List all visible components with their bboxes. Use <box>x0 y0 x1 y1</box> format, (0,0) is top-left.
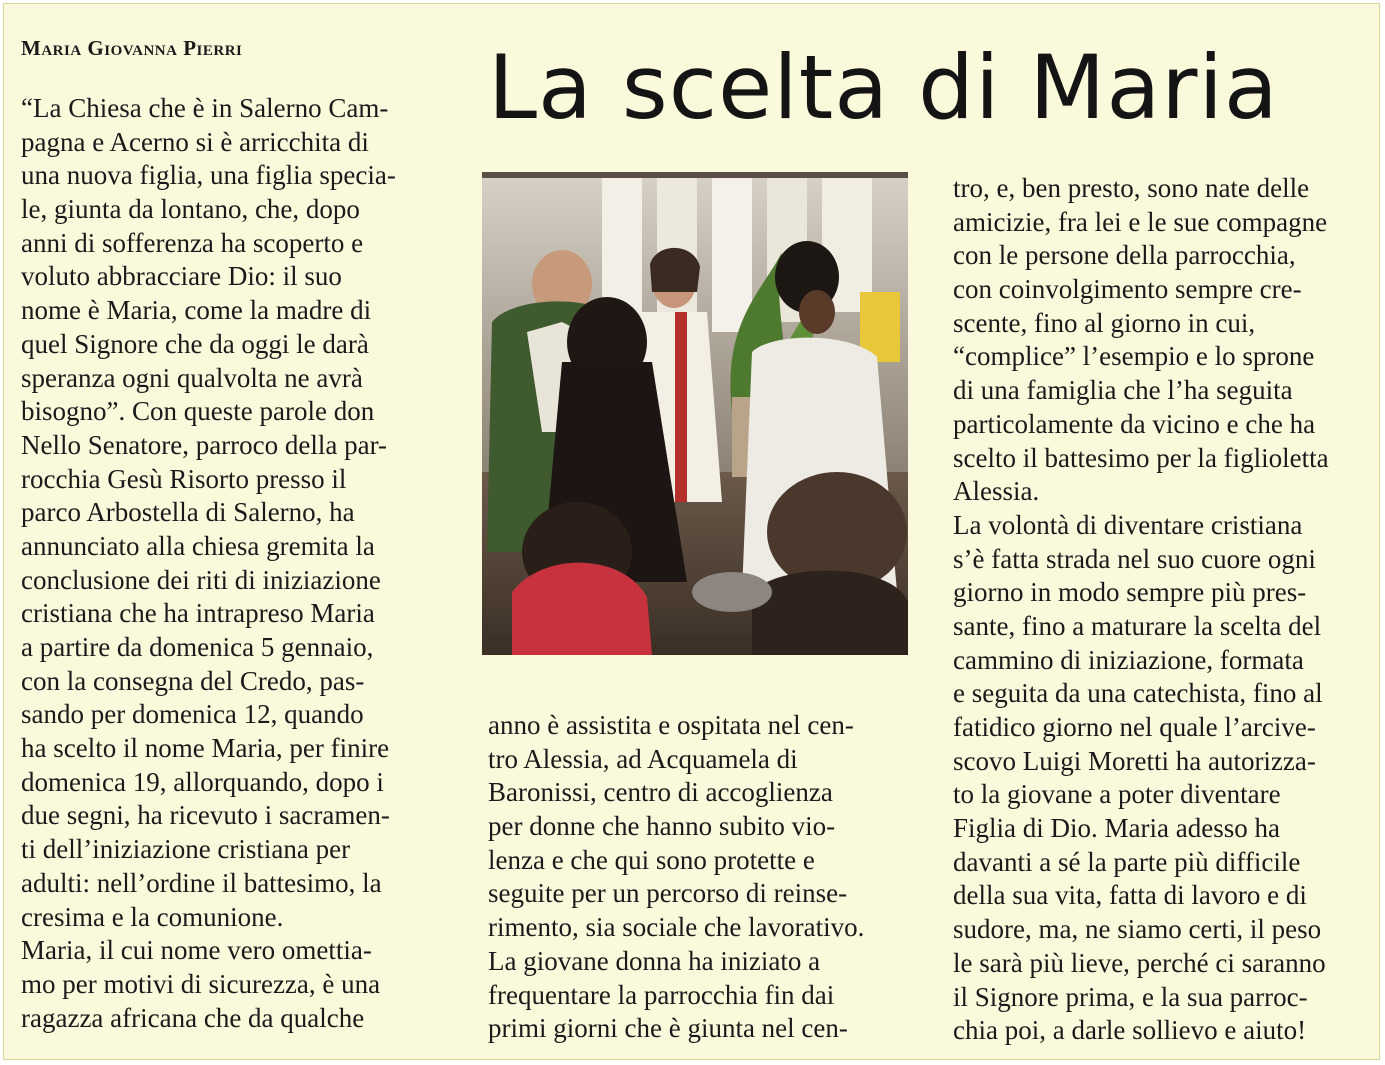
text-line: con coinvolgimento sempre cre- <box>953 274 1302 305</box>
ceremony-photo <box>482 172 908 655</box>
text-line: to la giovane a poter diventare <box>953 779 1281 810</box>
text-line: lenza e che qui sono protette e <box>488 844 815 875</box>
text-line: nome è Maria, come la madre di <box>21 295 372 326</box>
text-line: rimento, sia sociale che lavorativo. <box>488 912 865 943</box>
text-line: cristiana che ha intrapreso Maria <box>21 598 375 629</box>
text-line: fatidico giorno nel quale l’arcive- <box>953 712 1316 742</box>
text-line: anno è assistita e ospitata nel cen- <box>488 710 854 740</box>
text-line: pagna e Acerno si è arricchita di <box>21 126 369 157</box>
article-page <box>3 3 1380 1060</box>
text-line: Baronissi, centro di accoglienza <box>488 777 833 808</box>
text-line: davanti a sé la parte più difficile <box>953 846 1301 877</box>
text-line: tro, e, ben presto, sono nate delle <box>953 173 1310 203</box>
text-line: e seguita da una catechista, fino al <box>953 678 1323 709</box>
text-line: domenica 19, allorquando, dopo i <box>21 766 384 797</box>
headline: La scelta di Maria <box>488 36 1279 139</box>
text-line: Alessia. <box>953 476 1040 507</box>
text-line: amicizie, fra lei e le sue compagne <box>953 206 1328 237</box>
text-line: ragazza africana che da qualche <box>21 1002 365 1033</box>
text-line: s’è fatta strada nel suo cuore ogni <box>953 543 1316 574</box>
text-line: conclusione dei riti di iniziazione <box>21 564 381 595</box>
ceremony-photo-illustration <box>482 172 908 655</box>
text-line: per donne che hanno subito vio- <box>488 811 836 842</box>
text-line: annunciato alla chiesa gremita la <box>21 530 375 561</box>
text-line: a partire da domenica 5 gennaio, <box>21 632 374 662</box>
text-line: particolamente da vicino e che ha <box>953 408 1316 439</box>
text-column-2 <box>488 709 864 1046</box>
text-line: cammino di iniziazione, formata <box>953 644 1304 675</box>
text-line: La giovane donna ha iniziato a <box>488 945 821 976</box>
text-line: rocchia Gesù Risorto presso il <box>21 463 347 494</box>
text-line: chia poi, a darle sollievo e aiuto! <box>953 1015 1307 1046</box>
text-line: sudore, ma, ne siamo certi, il peso <box>953 914 1322 945</box>
text-line: quel Signore che da oggi le darà <box>21 328 369 359</box>
text-line: speranza ogni qualvolta ne avrà <box>21 362 363 393</box>
text-line: mo per motivi di sicurezza, è una <box>21 968 381 999</box>
text-line: parco Arbostella di Salerno, ha <box>21 497 355 528</box>
text-line: primi giorni che è giunta nel cen- <box>488 1013 848 1044</box>
text-line: tro Alessia, ad Acquamela di <box>488 743 798 774</box>
text-line: una nuova figlia, una figlia specia- <box>21 160 396 191</box>
text-line: scovo Luigi Moretti ha autorizza- <box>953 745 1316 776</box>
text-line: due segni, ha ricevuto i sacramen- <box>21 800 390 831</box>
text-line: ha scelto il nome Maria, per finire <box>21 733 390 764</box>
text-line: le, giunta da lontano, che, dopo <box>21 194 360 225</box>
text-line: “La Chiesa che è in Salerno Cam- <box>21 93 389 123</box>
text-line: con la consegna del Credo, pas- <box>21 665 365 696</box>
text-line: Maria, il cui nome vero omettia- <box>21 935 372 966</box>
text-line: il Signore prima, e la sua parroc- <box>953 981 1308 1012</box>
text-line: Figlia di Dio. Maria adesso ha <box>953 813 1280 844</box>
text-line: bisogno”. Con queste parole don <box>21 396 375 427</box>
text-line: sante, fino a maturare la scelta del <box>953 610 1322 641</box>
text-column-1 <box>21 92 396 1035</box>
text-line: scente, fino al giorno in cui, <box>953 307 1256 338</box>
text-line: della sua vita, fatta di lavoro e di <box>953 880 1307 911</box>
text-line: seguite per un percorso di reinse- <box>488 878 848 909</box>
text-line: ti dell’iniziazione cristiana per <box>21 834 351 865</box>
text-line: anni di sofferenza ha scoperto e <box>21 227 364 258</box>
text-line: di una famiglia che l’ha seguita <box>953 375 1293 406</box>
text-line: “complice” l’esempio e lo sprone <box>953 341 1315 372</box>
text-line: Nello Senatore, parroco della par- <box>21 429 388 460</box>
text-line: sando per domenica 12, quando <box>21 699 364 730</box>
text-line: frequentare la parrocchia fin dai <box>488 979 835 1010</box>
text-line: La volontà di diventare cristiana <box>953 509 1303 540</box>
text-line: scelto il battesimo per la figlioletta <box>953 442 1329 473</box>
text-line: voluto abbracciare Dio: il suo <box>21 261 342 292</box>
text-line: adulti: nell’ordine il battesimo, la <box>21 867 382 898</box>
byline: Maria Giovanna Pierri <box>21 36 243 60</box>
text-column-3 <box>953 172 1329 1048</box>
text-line: le sarà più lieve, perché ci saranno <box>953 947 1326 978</box>
text-line: cresima e la comunione. <box>21 901 284 932</box>
text-line: con le persone della parrocchia, <box>953 240 1296 271</box>
text-line: giorno in modo sempre più pres- <box>953 577 1307 608</box>
